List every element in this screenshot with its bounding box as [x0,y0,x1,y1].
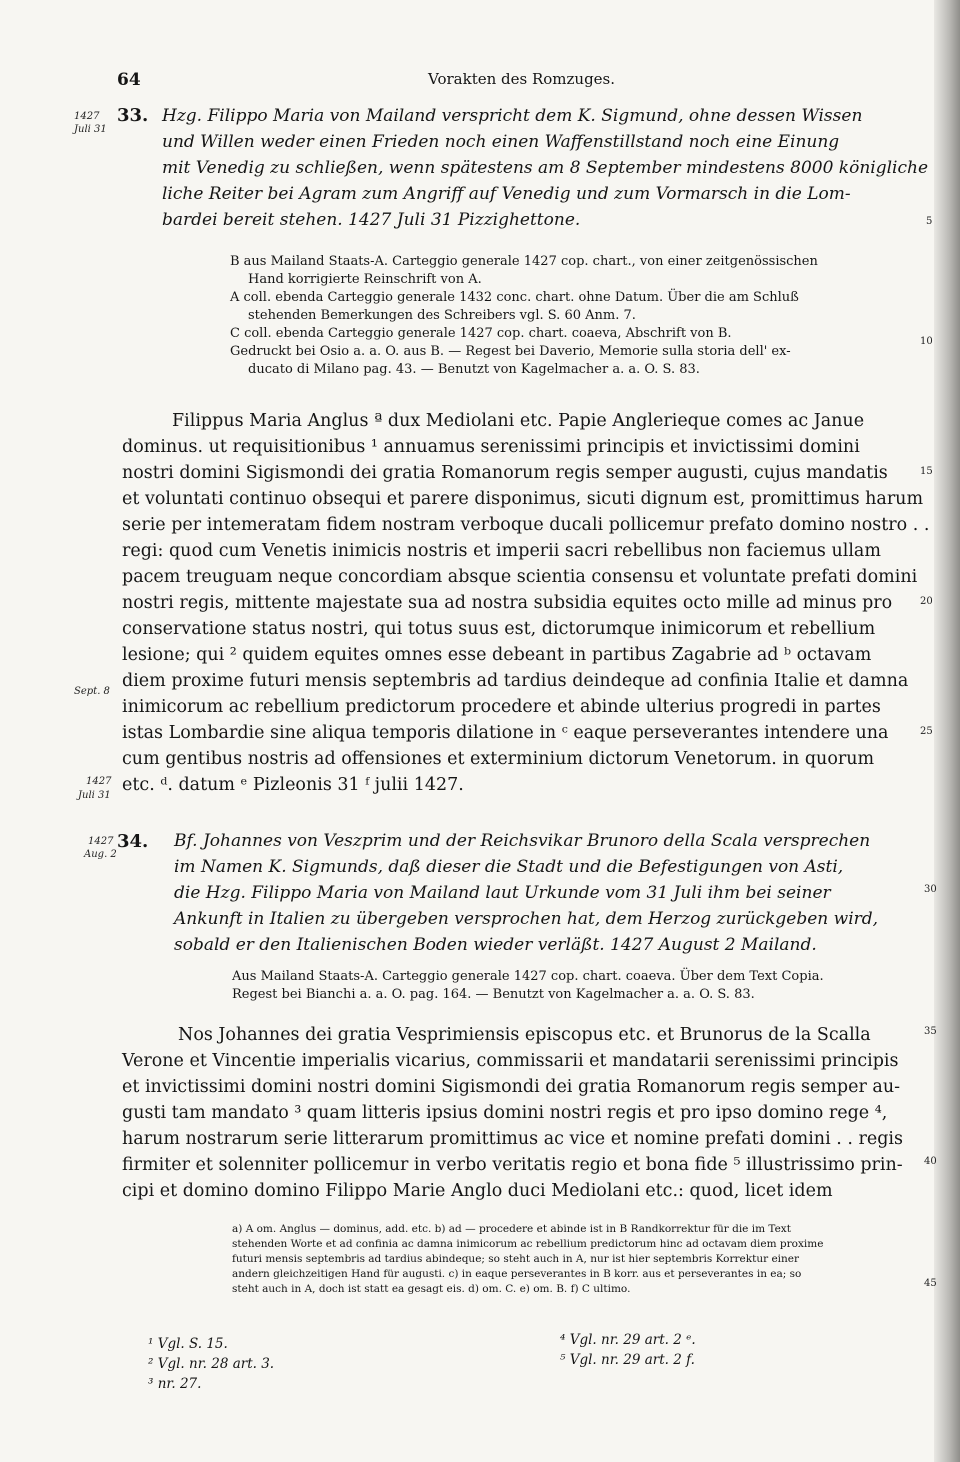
regest-line: und Willen weder einen Frieden noch einen Waffenstillstand noch eine Einung [162,132,840,152]
sources-34 [232,968,824,1004]
text-line: serie per intemeratam fidem nostram verboque ducali pollicemur prefato domino nostro . . [122,515,930,535]
margin-date-33b-year: 1427 [86,776,112,787]
text-line: Filippus Maria Anglus ª dux Mediolani etc. Papie Anglerieque comes ac Janue [172,411,865,431]
footnote-3: ³ nr. 27. [148,1376,202,1392]
text-line: et invictissimi domini nostri domini Sigismondi dei gratia Romanorum regis semper au- [122,1077,901,1097]
regest-33 [162,103,929,233]
source-line: Regest bei Bianchi a. a. O. pag. 164. — Benutzt von Kagelmacher a. a. O. S. 83. [232,987,755,1002]
text-line: lesione; qui ² quidem equites omnes esse debeant in partibus Zagabrie ad ᵇ octavam [122,645,872,665]
margin-date-34-day: Aug. 2 [84,849,117,860]
line-number: 35 [924,1026,937,1037]
footnotes-numbered-right [560,1330,696,1370]
line-number: 10 [920,336,933,347]
footnote-line: a) A om. Anglus — dominus, add. etc. b) ad — procedere et abinde ist in B Randkorrektur für die im Text [232,1223,791,1235]
line-number: 25 [920,726,933,737]
line-number: 15 [920,466,933,477]
page-edge-shadow [934,0,960,1462]
document-number-34: 34. [117,831,149,852]
margin-date-34-year: 1427 [88,836,114,847]
text-line: dominus. ut requisitionibus ¹ annuamus serenissimi principis et invictissimi domini [122,437,860,457]
text-line: conservatione status nostri, qui totus suus est, dictorumque inimicorum et rebellium [122,619,876,639]
source-line: Hand korrigierte Reinschrift von A. [248,272,482,287]
regest-line: Bf. Johannes von Veszprim und der Reichsvikar Brunoro della Scala versprechen [174,831,871,851]
text-line: etc. ᵈ. datum ᵉ Pizleonis 31 ᶠ julii 1427. [122,775,464,795]
text-line: cum gentibus nostris ad offensiones et exterminium dictorum Venetorum. in quorum [122,749,875,769]
text-line: pacem treuguam neque concordiam absque scientia consensu et voluntate prefati domini [122,567,918,587]
margin-date-sept: Sept. 8 [74,686,110,697]
margin-date-33-day: Juli 31 [74,124,107,135]
text-line: cipi et domino domino Filippo Marie Anglo duci Mediolani etc.: quod, licet idem [122,1181,833,1201]
text-line: nostri regis, mittente majestate sua ad nostra subsidia equites octo mille ad minus pro [122,593,893,613]
line-number: 5 [926,216,933,227]
source-line: Aus Mailand Staats-A. Carteggio generale 1427 cop. chart. coaeva. Über dem Text Copia. [232,969,824,984]
source-line: ducato di Milano pag. 43. — Benutzt von Kagelmacher a. a. O. S. 83. [248,362,700,377]
regest-line: sobald er den Italienischen Boden wieder verläßt. 1427 August 2 Mailand. [174,935,817,955]
text-line: inimicorum ac rebellium predictorum procedere et abinde ulterius progredi in partes [122,697,881,717]
sources-33 [230,253,818,379]
footnote-5: ⁵ Vgl. nr. 29 art. 2 f. [560,1352,695,1368]
regest-line: im Namen K. Sigmunds, daß dieser die Stadt und die Befestigungen von Asti, [174,857,844,877]
footnote-line: andern gleichzeitigen Hand für augusti. c) in eaque perseverantes in B korr. aus et perseverantes in ea; so [232,1268,802,1280]
text-34 [122,1022,922,1204]
source-line: Gedruckt bei Osio a. a. O. aus B. — Regest bei Daverio, Memorie sulla storia dell' ex- [230,344,791,359]
text-line: istas Lombardie sine aliqua temporis dilatione in ᶜ eaque perseverantes intendere una [122,723,889,743]
regest-line: mit Venedig zu schließen, wenn spätestens am 8 September mindestens 8000 königliche [162,158,929,178]
text-line: et voluntati continuo obsequi et parere disponimus, sicuti dignum est, promittimus harum [122,489,924,509]
text-line: gusti tam mandato ³ quam litteris ipsius domini nostri regis et pro ipso domino rege ⁴, [122,1103,888,1123]
footnotes-numbered-left [148,1334,274,1394]
footnote-line: futuri mensis septembris ad tardius abindeque; so steht auch in A, nur ist hier septembris Korrektur einer [232,1253,800,1265]
regest-line: Ankunft in Italien zu übergeben versprochen hat, dem Herzog zurückgeben wird, [174,909,879,929]
footnote-1: ¹ Vgl. S. 15. [148,1336,228,1352]
regest-line: die Hzg. Filippo Maria von Mailand laut Urkunde vom 31 Juli ihm bei seiner [174,883,831,903]
text-line: diem proxime futuri mensis septembris ad tardius deindeque ad confinia Italie et damna [122,671,909,691]
regest-line: liche Reiter bei Agram zum Angriff auf Venedig und zum Vormarsch in die Lom- [162,184,851,204]
regest-34 [174,828,924,958]
document-number-33: 33. [117,105,149,126]
line-number: 30 [924,884,937,895]
footnote-line: steht auch in A, doch ist statt ea gesagt eis. d) om. C. e) om. B. f) C ultimo. [232,1283,631,1295]
line-number: 20 [920,596,933,607]
running-title: Vorakten des Romzuges. [428,70,616,88]
margin-date-33b-day: Juli 31 [78,790,111,801]
line-number: 45 [924,1278,937,1289]
footnote-line: stehenden Worte et ad confinia ac damna inimicorum ac rebellium predictorum hinc ad octavam diem proxime [232,1238,824,1250]
source-line: stehenden Bemerkungen des Schreibers vgl. S. 60 Anm. 7. [248,308,636,323]
text-line: Nos Johannes dei gratia Vesprimiensis episcopus etc. et Brunorus de la Scalla [178,1025,871,1045]
text-line: firmiter et solenniter pollicemur in verbo veritatis regio et bona fide ⁵ illustrissimo prin- [122,1155,903,1175]
margin-date-33-year: 1427 [74,111,100,122]
source-line: B aus Mailand Staats-A. Carteggio generale 1427 cop. chart., von einer zeitgenössischen [230,254,818,269]
footnotes-letters [232,1222,823,1297]
regest-line: bardei bereit stehen. 1427 Juli 31 Pizzighettone. [162,210,581,230]
footnote-2: ² Vgl. nr. 28 art. 3. [148,1356,275,1372]
text-line: nostri domini Sigismondi dei gratia Romanorum regis semper augusti, cujus mandatis [122,463,888,483]
page-number: 64 [117,70,141,90]
source-line: C coll. ebenda Carteggio generale 1427 cop. chart. coaeva, Abschrift von B. [230,326,732,341]
line-number: 40 [924,1156,937,1167]
regest-line: Hzg. Filippo Maria von Mailand verspricht dem K. Sigmund, ohne dessen Wissen [162,106,863,126]
text-line: Verone et Vincentie imperialis vicarius, commissarii et mandatarii serenissimi principis [122,1051,899,1071]
footnote-4: ⁴ Vgl. nr. 29 art. 2 ᵉ. [560,1332,696,1348]
text-line: regi: quod cum Venetis inimicis nostris et imperii sacri rebellibus non faciemus ullam [122,541,881,561]
text-line: harum nostrarum serie litterarum promittimus ac vice et nomine prefati domini . . regis [122,1129,903,1149]
source-line: A coll. ebenda Carteggio generale 1432 conc. chart. ohne Datum. Über die am Schluß [230,290,799,305]
